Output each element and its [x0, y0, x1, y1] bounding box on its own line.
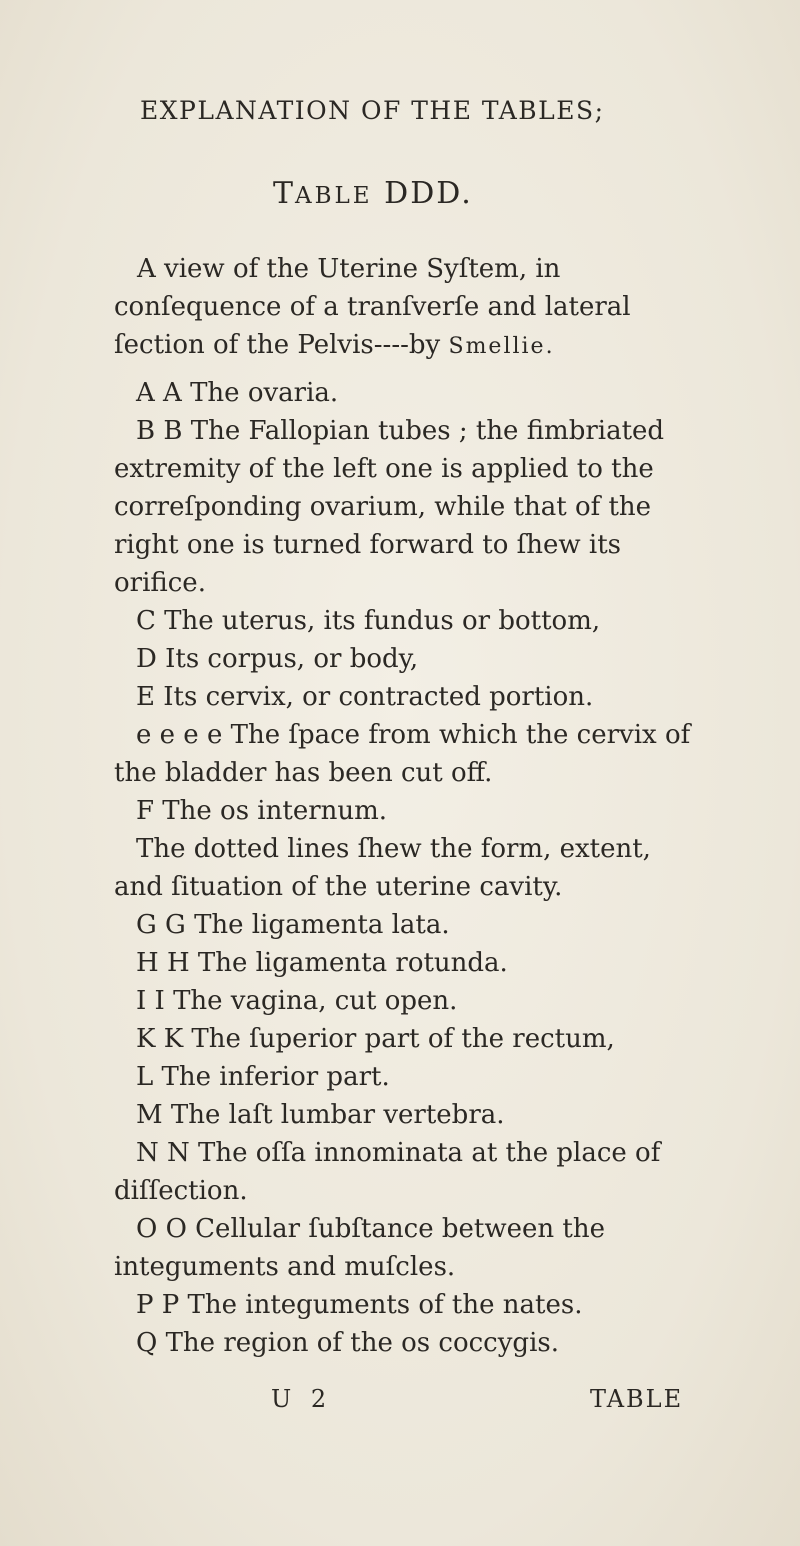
entry-c: C The uterus, its fundus or bottom, — [136, 606, 601, 636]
entry-f: F The os internum. — [136, 796, 388, 826]
entry-aa: A A The ovaria. — [136, 378, 339, 408]
page-footer — [0, 1385, 800, 1425]
entry-nn: N N The oſſa innominata at the place of diſſection. — [114, 1138, 661, 1206]
table-title-word: ABLE — [295, 183, 373, 209]
entry-dotted-lines: The dotted lines ſhew the form, extent, and ſituation of the uterine cavity. — [114, 834, 651, 902]
entry-pp: P P The integuments of the nates. — [136, 1290, 583, 1320]
entry-d: D Its corpus, or body, — [136, 644, 419, 674]
entry-bb: B B The Fallopian tubes ; the fimbriated extremity of the left one is applied to the correſponding ovarium, while that of the right one is turned forward to ſhew its orifice. — [114, 416, 665, 598]
intro-text: A view of the Uterine Syſtem, in conſequence of a tranſverſe and lateral ſection of the Pelvis----by — [114, 254, 631, 360]
table-title-letters: DDD. — [384, 176, 473, 211]
entry-gg: G G The ligamenta lata. — [136, 910, 450, 940]
entry-ii: I I The vagina, cut open. — [136, 986, 458, 1016]
table-title — [273, 176, 473, 211]
running-head: EXPLANATION OF THE TABLES; — [140, 96, 605, 125]
intro-paragraph — [114, 250, 699, 366]
explanation-body — [114, 250, 699, 1362]
entry-oo: O O Cellular ſubſtance between the integuments and muſcles. — [114, 1214, 605, 1282]
catchword: TABLE — [590, 1385, 684, 1413]
entry-l: L The inferior part. — [136, 1062, 390, 1092]
intro-author: Smellie. — [448, 334, 555, 359]
entry-eeee: e e e e The ſpace from which the cervix of the bladder has been cut off. — [114, 720, 691, 788]
entry-q: Q The region of the os coccygis. — [136, 1328, 559, 1358]
entry-hh: H H The ligamenta rotunda. — [136, 948, 508, 978]
table-title-initial: T — [273, 176, 296, 211]
entry-e: E Its cervix, or contracted portion. — [136, 682, 594, 712]
entry-kk: K K The ſuperior part of the rectum, — [136, 1024, 615, 1054]
entry-m: M The laſt lumbar vertebra. — [136, 1100, 505, 1130]
signature-mark: U 2 — [271, 1385, 333, 1413]
